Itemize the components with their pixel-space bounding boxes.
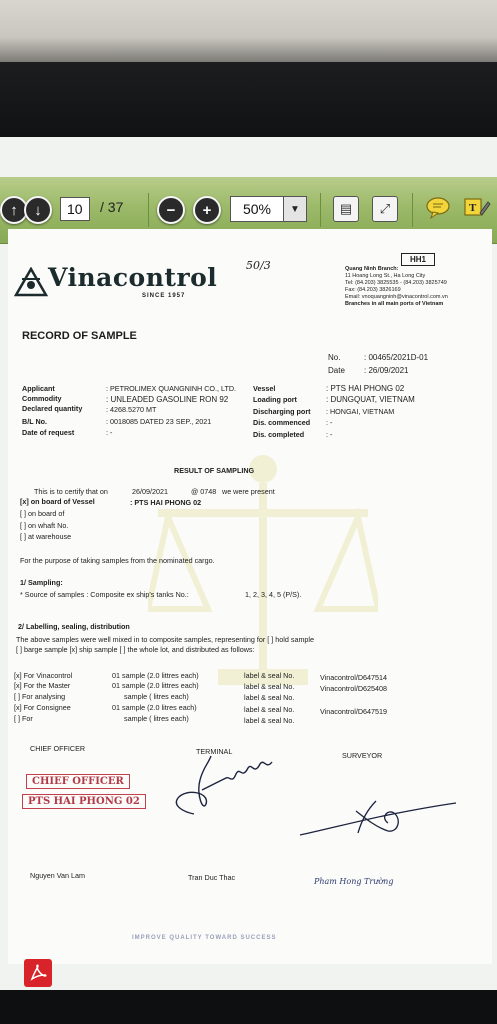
- field-label: Applicant: [22, 384, 55, 393]
- location-option: [ ] on board of: [20, 509, 65, 518]
- field-label: Vessel: [253, 384, 276, 393]
- monitor-bezel: [0, 62, 497, 137]
- next-page-button[interactable]: ↓: [24, 196, 52, 224]
- chief-officer-role: CHIEF OFFICER: [30, 744, 86, 753]
- brand-since: SINCE 1957: [142, 293, 186, 299]
- distribution-seal: label & seal No.: [244, 693, 295, 702]
- field-value: : -: [326, 418, 333, 427]
- branch-fax: Fax: (84.203) 3826169: [345, 287, 401, 293]
- labelling-heading: 2/ Labelling, sealing, distribution: [18, 622, 130, 631]
- field-label: Dis. commenced: [253, 418, 311, 427]
- field-label: Declared quantity: [22, 404, 83, 413]
- field-value: : DUNGQUAT, VIETNAM: [326, 395, 415, 404]
- footer-slogan: IMPROVE QUALITY TOWARD SUCCESS: [132, 935, 277, 941]
- sampling-heading: 1/ Sampling:: [20, 578, 63, 587]
- location-option: [ ] on whaft No.: [20, 521, 69, 530]
- branch-network: Branches in all main ports of Vietnam: [345, 301, 444, 307]
- field-label: Discharging port: [253, 407, 311, 416]
- branch-email: Email: vnoquangninh@vinacontrol.com.vn: [345, 294, 448, 300]
- distribution-seal: label & seal No.: [244, 705, 295, 714]
- zoom-in-button[interactable]: +: [193, 196, 221, 224]
- certify-text: This is to certify that on: [34, 487, 108, 496]
- page-total-label: / 37: [100, 199, 124, 215]
- distribution-qty: sample ( litres each): [124, 692, 189, 701]
- zoom-dropdown-arrow[interactable]: ▼: [283, 196, 307, 222]
- distribution-seal: label & seal No.: [244, 671, 295, 680]
- comment-icon[interactable]: [425, 196, 451, 220]
- record-no-value: : 00465/2021D-01: [364, 353, 429, 362]
- toolbar-divider: [412, 193, 413, 227]
- distribution-qty: 01 sample (2.0 littres each): [112, 671, 199, 680]
- field-label: Dis. completed: [253, 430, 305, 439]
- fit-width-icon[interactable]: ⤢: [372, 196, 398, 222]
- record-date-value: : 26/09/2021: [364, 366, 409, 375]
- field-value: : -: [326, 430, 333, 439]
- branch-name: Quang Ninh Branch:: [345, 266, 399, 272]
- result-heading: RESULT OF SAMPLING: [174, 466, 255, 475]
- svg-text:T: T: [469, 202, 477, 214]
- distribution-qty: 01 sample (2.0 litres each): [112, 703, 197, 712]
- monitor-bottom-bezel: [0, 990, 497, 1024]
- certify-end: we were present: [222, 487, 275, 496]
- labelling-line: The above samples were well mixed in to composite samples, representing for [ ] hold sample: [16, 635, 315, 644]
- field-label: Date of request: [22, 428, 75, 437]
- field-value: : UNLEADED GASOLINE RON 92: [106, 395, 229, 404]
- surveyor-role: SURVEYOR: [342, 751, 383, 760]
- vinacontrol-logo-icon: [14, 267, 48, 297]
- field-value: : PTS HAI PHONG 02: [326, 384, 405, 393]
- brand-name: Vinacontrol: [48, 263, 218, 292]
- source-label: * Source of samples : Composite ex ship's tanks No.:: [20, 590, 189, 599]
- vessel-stamp: PTS HAI PHONG 02: [22, 794, 146, 809]
- distribution-seal: label & seal No.: [244, 716, 295, 725]
- previous-page-button[interactable]: ↑: [0, 196, 28, 224]
- vessel-value: : PTS HAI PHONG 02: [130, 498, 202, 507]
- distribution-qty: sample ( litres each): [124, 714, 189, 723]
- record-date-label: Date: [328, 366, 345, 375]
- field-label: Commodity: [22, 394, 62, 403]
- source-value: 1, 2, 3, 4, 5 (P/S).: [245, 590, 302, 599]
- field-value: : HONGAI, VIETNAM: [326, 407, 395, 416]
- branch-address: 11 Hoang Long St., Ha Long City: [345, 273, 426, 279]
- form-code: HH1: [401, 253, 435, 266]
- field-label: B/L No.: [22, 417, 48, 426]
- toolbar-divider: [320, 193, 321, 227]
- distribution-party: [x] For Consignee: [14, 703, 71, 712]
- record-no-label: No.: [328, 353, 341, 362]
- distribution-party: [ ] For analysing: [14, 692, 66, 701]
- terminal-signature: [166, 754, 276, 819]
- field-value: : 0018085 DATED 23 SEP., 2021: [106, 417, 212, 426]
- zoom-out-button[interactable]: −: [157, 196, 185, 224]
- page-number-input[interactable]: 10: [60, 197, 90, 221]
- terminal-role: TERMINAL: [196, 747, 233, 756]
- handwritten-note: 50/3: [246, 259, 271, 272]
- labelling-line: [ ] barge sample [x] ship sample [ ] the whole lot, and distributed as follows:: [16, 645, 255, 654]
- terminal-name: Tran Duc Thac: [188, 873, 236, 882]
- distribution-party: [ ] For: [14, 714, 33, 723]
- distribution-qty: 01 sample (2.0 littres each): [112, 681, 199, 690]
- distribution-seal-no: Vinacontrol/D647514: [320, 673, 388, 682]
- typewriter-icon[interactable]: [463, 196, 491, 220]
- distribution-party: [x] For the Master: [14, 681, 71, 690]
- distribution-seal-no: Vinacontrol/D625408: [320, 684, 388, 693]
- background-ceiling: [0, 0, 497, 62]
- document-page: [8, 229, 492, 964]
- surveyor-name: Pham Hong Trường: [314, 877, 394, 886]
- field-label: Loading port: [253, 395, 297, 404]
- field-value: : PETROLIMEX QUANGNINH CO., LTD.: [106, 384, 237, 393]
- distribution-seal: label & seal No.: [244, 682, 295, 691]
- branch-tel: Tel: (84.203) 3825535 - (84.203) 3825749: [345, 280, 447, 286]
- document-title: RECORD OF SAMPLE: [22, 330, 137, 342]
- surveyor-signature: [298, 789, 458, 839]
- branch-info: [345, 266, 448, 308]
- certify-time: @ 0748: [191, 487, 217, 496]
- location-option: [ ] at warehouse: [20, 532, 72, 541]
- certify-date: 26/09/2021: [132, 487, 168, 496]
- chief-officer-stamp: CHIEF OFFICER: [26, 774, 130, 789]
- pdf-file-icon[interactable]: [24, 959, 52, 987]
- distribution-seal-no: Vinacontrol/D647519: [320, 707, 388, 716]
- pdf-viewer-screen: [0, 137, 497, 997]
- zoom-level-field[interactable]: 50%: [230, 196, 284, 222]
- field-value: : 4268.5270 MT: [106, 405, 157, 414]
- fit-page-icon[interactable]: ▤: [333, 196, 359, 222]
- distribution-party: [x] For Vinacontrol: [14, 671, 73, 680]
- location-option: [x] on board of Vessel: [20, 497, 95, 506]
- chief-officer-name: Nguyen Van Lam: [30, 871, 86, 880]
- toolbar-divider: [148, 193, 149, 227]
- field-value: : -: [106, 428, 113, 437]
- purpose-text: For the purpose of taking samples from the nominated cargo.: [20, 556, 215, 565]
